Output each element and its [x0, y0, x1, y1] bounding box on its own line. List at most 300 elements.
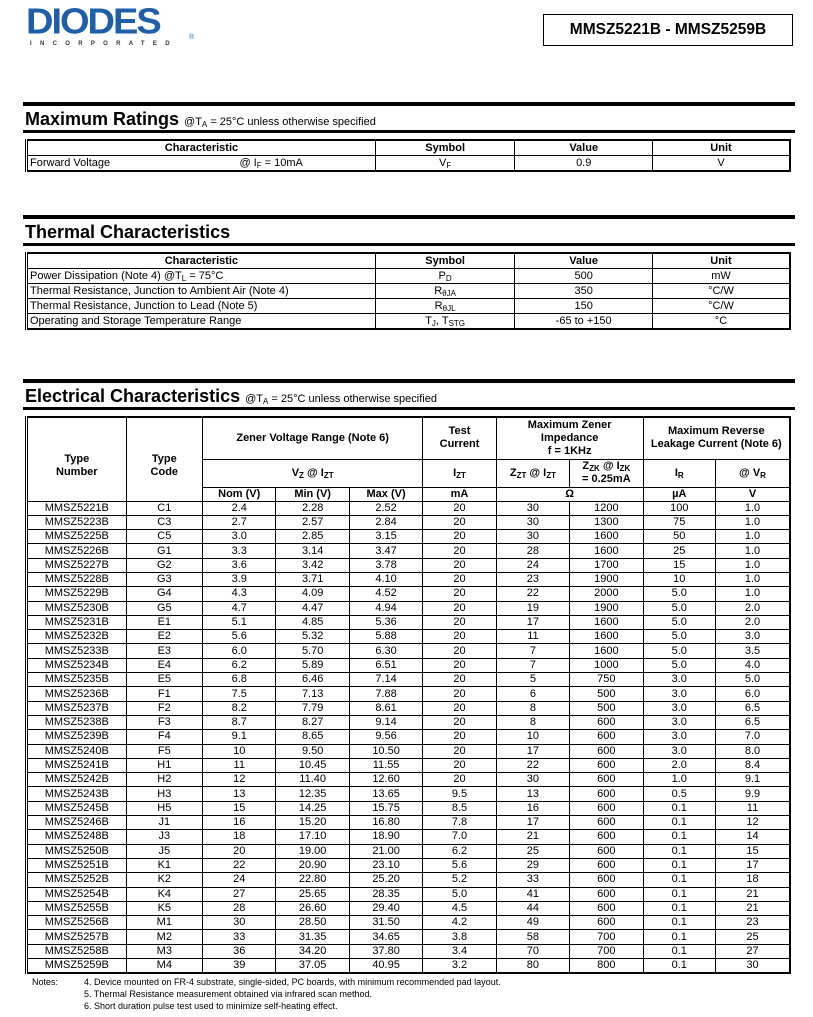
ir-cell: 5.0: [643, 601, 715, 615]
zzk-cell: 1600: [570, 530, 643, 544]
type-number-cell: MMSZ5241B: [27, 758, 127, 772]
table-header-row: [27, 253, 791, 269]
note-item: 4. Device mounted on FR-4 substrate, single-sided, PC boards, with minimum recommended pad layout.: [84, 977, 501, 987]
value-cell: 150: [515, 299, 653, 314]
izt-cell: 20: [423, 701, 496, 715]
vr-cell: 1.0: [715, 572, 790, 586]
vz-nom-cell: 3.9: [203, 572, 276, 586]
logo-subtitle: INCORPORATED: [30, 41, 178, 47]
zzk-cell: 1900: [570, 572, 643, 586]
ir-cell: 25: [643, 544, 715, 558]
vz-min-cell: 2.28: [276, 501, 349, 515]
type-code-cell: M4: [126, 959, 202, 974]
characteristic-cell: Power Dissipation (Note 4) $@T_L = 75^\circ C$: [27, 269, 376, 284]
vr-cell: 8.4: [715, 758, 790, 772]
zzk-cell: 1600: [570, 630, 643, 644]
vz-min-cell: 19.00: [276, 844, 349, 858]
type-code-cell: K5: [126, 901, 202, 915]
type-number-cell: MMSZ5252B: [27, 873, 127, 887]
vr-cell: 17: [715, 858, 790, 872]
type-code-cell: H1: [126, 758, 202, 772]
type-number-cell: MMSZ5240B: [27, 744, 127, 758]
zzk-cell: 600: [570, 758, 643, 772]
vz-min-cell: 2.85: [276, 530, 349, 544]
symbol-cell: $R_{\theta JA}$: [375, 284, 515, 299]
table-row: [27, 801, 791, 815]
vz-min-cell: 15.20: [276, 816, 349, 830]
vz-nom-cell: 3.3: [203, 544, 276, 558]
izt-cell: 3.8: [423, 930, 496, 944]
type-number-cell: MMSZ5248B: [27, 830, 127, 844]
type-code-cell: F5: [126, 744, 202, 758]
vr-cell: 5.0: [715, 673, 790, 687]
vr-cell: 3.5: [715, 644, 790, 658]
header-zener-voltage-range: Zener Voltage Range (Note 6): [203, 417, 423, 459]
ir-cell: 0.1: [643, 930, 715, 944]
vr-cell: 8.0: [715, 744, 790, 758]
type-number-cell: MMSZ5232B: [27, 630, 127, 644]
characteristic-cell: Thermal Resistance, Junction to Ambient Air (Note 4): [27, 284, 376, 299]
type-code-cell: H2: [126, 773, 202, 787]
table-row: [27, 644, 791, 658]
vr-cell: 1.0: [715, 530, 790, 544]
ir-cell: 0.1: [643, 901, 715, 915]
unit-cell: mW: [652, 269, 790, 284]
izt-cell: 4.5: [423, 901, 496, 915]
izt-cell: 20: [423, 515, 496, 529]
vz-max-cell: 6.51: [349, 658, 422, 672]
vr-cell: 27: [715, 944, 790, 958]
zzk-cell: 1200: [570, 501, 643, 515]
izt-cell: 20: [423, 715, 496, 729]
vz-max-cell: 40.95: [349, 959, 422, 974]
izt-cell: 20: [423, 773, 496, 787]
vr-cell: 6.0: [715, 687, 790, 701]
vz-min-cell: 8.65: [276, 730, 349, 744]
type-number-cell: MMSZ5221B: [27, 501, 127, 515]
section-heading: [23, 383, 795, 407]
vz-max-cell: 9.14: [349, 715, 422, 729]
vz-nom-cell: 8.7: [203, 715, 276, 729]
type-code-cell: M1: [126, 916, 202, 930]
column-header: Characteristic: [27, 140, 376, 156]
ir-cell: 75: [643, 515, 715, 529]
vz-max-cell: 34.65: [349, 930, 422, 944]
zzk-cell: 600: [570, 844, 643, 858]
zzt-cell: 11: [496, 630, 569, 644]
ir-cell: 0.1: [643, 944, 715, 958]
vz-min-cell: 3.71: [276, 572, 349, 586]
type-code-cell: E1: [126, 615, 202, 629]
vz-max-cell: 3.15: [349, 530, 422, 544]
izt-cell: 20: [423, 630, 496, 644]
vz-nom-cell: 18: [203, 830, 276, 844]
unit-cell: °C/W: [652, 299, 790, 314]
izt-cell: 20: [423, 572, 496, 586]
izt-cell: 20: [423, 758, 496, 772]
type-number-cell: MMSZ5242B: [27, 773, 127, 787]
type-number-cell: MMSZ5236B: [27, 687, 127, 701]
izt-cell: 20: [423, 687, 496, 701]
vz-max-cell: 21.00: [349, 844, 422, 858]
izt-cell: 20: [423, 673, 496, 687]
registered-icon: ®: [189, 34, 195, 41]
izt-cell: 20: [423, 658, 496, 672]
type-number-cell: MMSZ5245B: [27, 801, 127, 815]
type-number-cell: MMSZ5238B: [27, 715, 127, 729]
izt-cell: 5.2: [423, 873, 496, 887]
table-row: [27, 658, 791, 672]
vr-cell: 23: [715, 916, 790, 930]
vz-max-cell: 37.80: [349, 944, 422, 958]
vz-nom-cell: 16: [203, 816, 276, 830]
vz-nom-cell: 4.3: [203, 587, 276, 601]
table-row: [27, 314, 791, 330]
izt-cell: 7.8: [423, 816, 496, 830]
zzt-cell: 22: [496, 758, 569, 772]
column-header: Symbol: [375, 253, 515, 269]
type-number-cell: MMSZ5256B: [27, 916, 127, 930]
zzk-cell: 600: [570, 887, 643, 901]
column-header: Unit: [652, 253, 790, 269]
zzk-cell: 600: [570, 773, 643, 787]
type-number-cell: MMSZ5227B: [27, 558, 127, 572]
izt-cell: 20: [423, 501, 496, 515]
vz-min-cell: 3.42: [276, 558, 349, 572]
unit-nom: Nom (V): [203, 487, 276, 501]
vr-cell: 1.0: [715, 544, 790, 558]
izt-cell: 20: [423, 558, 496, 572]
ir-cell: 3.0: [643, 715, 715, 729]
zzk-cell: 600: [570, 715, 643, 729]
vz-min-cell: 10.45: [276, 758, 349, 772]
izt-cell: 20: [423, 587, 496, 601]
izt-cell: 20: [423, 730, 496, 744]
izt-cell: 5.6: [423, 858, 496, 872]
table-row: [27, 830, 791, 844]
unit-ma: mA: [423, 487, 496, 501]
vz-nom-cell: 6.8: [203, 673, 276, 687]
column-header: Value: [515, 253, 653, 269]
zzk-cell: 800: [570, 959, 643, 974]
vz-max-cell: 12.60: [349, 773, 422, 787]
vz-max-cell: 4.94: [349, 601, 422, 615]
zzk-cell: 600: [570, 787, 643, 801]
zzt-cell: 30: [496, 515, 569, 529]
zzt-cell: 13: [496, 787, 569, 801]
vz-min-cell: 3.14: [276, 544, 349, 558]
izt-cell: 20: [423, 530, 496, 544]
vz-nom-cell: 5.1: [203, 615, 276, 629]
izt-cell: 9.5: [423, 787, 496, 801]
vz-nom-cell: 28: [203, 901, 276, 915]
zzt-cell: 23: [496, 572, 569, 586]
ir-cell: 50: [643, 530, 715, 544]
vz-min-cell: 12.35: [276, 787, 349, 801]
type-number-cell: MMSZ5255B: [27, 901, 127, 915]
header-max-zener-impedance: Maximum Zener Impedance f = 1KHz: [496, 417, 643, 459]
zzk-cell: 1000: [570, 658, 643, 672]
zzk-cell: 600: [570, 873, 643, 887]
thermal-characteristics-section: [23, 215, 795, 330]
company-logo: [26, 2, 201, 47]
ir-cell: 3.0: [643, 701, 715, 715]
vr-cell: 21: [715, 901, 790, 915]
characteristic-cell: Forward Voltage @ $I_F = 10mA$: [27, 156, 376, 172]
vz-nom-cell: 6.2: [203, 658, 276, 672]
unit-min: Min (V): [276, 487, 349, 501]
vz-min-cell: 2.57: [276, 515, 349, 529]
vz-max-cell: 7.14: [349, 673, 422, 687]
vz-max-cell: 4.10: [349, 572, 422, 586]
ir-cell: 2.0: [643, 758, 715, 772]
zzt-cell: 70: [496, 944, 569, 958]
vz-nom-cell: 4.7: [203, 601, 276, 615]
zzt-cell: 41: [496, 887, 569, 901]
table-row: [27, 601, 791, 615]
zzk-cell: 600: [570, 744, 643, 758]
ir-cell: 0.5: [643, 787, 715, 801]
table-row: [27, 530, 791, 544]
value-cell: 0.9: [515, 156, 653, 172]
type-number-cell: MMSZ5246B: [27, 816, 127, 830]
zzk-cell: 700: [570, 930, 643, 944]
type-code-cell: E4: [126, 658, 202, 672]
table-row: [27, 501, 791, 515]
zzk-cell: 1600: [570, 615, 643, 629]
table-row: [27, 730, 791, 744]
vz-nom-cell: 15: [203, 801, 276, 815]
vz-min-cell: 5.70: [276, 644, 349, 658]
vr-cell: 2.0: [715, 615, 790, 629]
thermal-table: [25, 252, 791, 330]
table-row: [27, 916, 791, 930]
zzt-cell: 28: [496, 544, 569, 558]
vz-min-cell: 5.32: [276, 630, 349, 644]
header-type-code: Type Code: [126, 417, 202, 501]
table-row: [27, 959, 791, 974]
vz-max-cell: 28.35: [349, 887, 422, 901]
vr-cell: 3.0: [715, 630, 790, 644]
table-row: [27, 873, 791, 887]
type-code-cell: F1: [126, 687, 202, 701]
unit-cell: V: [652, 156, 790, 172]
izt-cell: 8.5: [423, 801, 496, 815]
type-code-cell: C1: [126, 501, 202, 515]
vr-cell: 11: [715, 801, 790, 815]
table-row: [27, 630, 791, 644]
type-number-cell: MMSZ5251B: [27, 858, 127, 872]
izt-cell: 5.0: [423, 887, 496, 901]
vz-max-cell: 5.36: [349, 615, 422, 629]
izt-cell: 20: [423, 644, 496, 658]
table-row: [27, 944, 791, 958]
izt-cell: 20: [423, 601, 496, 615]
ir-cell: 0.1: [643, 887, 715, 901]
vz-nom-cell: 13: [203, 787, 276, 801]
vz-max-cell: 3.78: [349, 558, 422, 572]
type-number-cell: MMSZ5223B: [27, 515, 127, 529]
ir-cell: 100: [643, 501, 715, 515]
vr-cell: 6.5: [715, 715, 790, 729]
note-item: 5. Thermal Resistance measurement obtained via infrared scan method.: [84, 989, 372, 999]
type-code-cell: E3: [126, 644, 202, 658]
zzt-cell: 19: [496, 601, 569, 615]
section-condition: $@T_A = 25^\circ C$ unless otherwise specified: [184, 116, 376, 129]
type-number-cell: MMSZ5257B: [27, 930, 127, 944]
vz-min-cell: 4.85: [276, 615, 349, 629]
electrical-table: [25, 416, 791, 974]
zzt-cell: 22: [496, 587, 569, 601]
vz-nom-cell: 8.2: [203, 701, 276, 715]
header-test-current: Test Current: [423, 417, 496, 459]
table-row: [27, 715, 791, 729]
vz-max-cell: 31.50: [349, 916, 422, 930]
type-code-cell: G5: [126, 601, 202, 615]
ir-cell: 15: [643, 558, 715, 572]
header-zzk: $Z_{ZK}$ @ $I_{ZK}$ = 0.25mA: [570, 459, 643, 487]
vz-nom-cell: 11: [203, 758, 276, 772]
table-row: [27, 299, 791, 314]
characteristic-cell: Operating and Storage Temperature Range: [27, 314, 376, 330]
header-vr: @ $V_R$: [715, 459, 790, 487]
vr-cell: 30: [715, 959, 790, 974]
type-code-cell: K4: [126, 887, 202, 901]
table-row: [27, 544, 791, 558]
izt-cell: 20: [423, 615, 496, 629]
zzk-cell: 600: [570, 830, 643, 844]
type-code-cell: E5: [126, 673, 202, 687]
section-title: Thermal Characteristics: [25, 222, 231, 242]
table-row: [27, 844, 791, 858]
type-number-cell: MMSZ5250B: [27, 844, 127, 858]
vz-max-cell: 9.56: [349, 730, 422, 744]
vr-cell: 14: [715, 830, 790, 844]
table-row: [27, 858, 791, 872]
table-row: [27, 673, 791, 687]
vr-cell: 9.9: [715, 787, 790, 801]
type-code-cell: F3: [126, 715, 202, 729]
type-code-cell: C5: [126, 530, 202, 544]
type-code-cell: H3: [126, 787, 202, 801]
zzk-cell: 1700: [570, 558, 643, 572]
vr-cell: 1.0: [715, 501, 790, 515]
ir-cell: 0.1: [643, 858, 715, 872]
table-row: [27, 930, 791, 944]
vz-max-cell: 6.30: [349, 644, 422, 658]
column-header: Symbol: [375, 140, 515, 156]
vz-min-cell: 11.40: [276, 773, 349, 787]
table-row: [27, 744, 791, 758]
zzk-cell: 500: [570, 701, 643, 715]
vz-max-cell: 13.65: [349, 787, 422, 801]
vr-cell: 1.0: [715, 587, 790, 601]
maximum-ratings-section: [23, 102, 795, 172]
zzt-cell: 10: [496, 730, 569, 744]
vz-max-cell: 23.10: [349, 858, 422, 872]
zzt-cell: 5: [496, 673, 569, 687]
zzk-cell: 600: [570, 801, 643, 815]
vz-max-cell: 18.90: [349, 830, 422, 844]
type-number-cell: MMSZ5239B: [27, 730, 127, 744]
vz-max-cell: 29.40: [349, 901, 422, 915]
type-number-cell: MMSZ5225B: [27, 530, 127, 544]
zzk-cell: 600: [570, 858, 643, 872]
zzt-cell: 44: [496, 901, 569, 915]
zzt-cell: 25: [496, 844, 569, 858]
unit-max: Max (V): [349, 487, 422, 501]
section-title: Electrical Characteristics: [25, 386, 241, 406]
zzt-cell: 24: [496, 558, 569, 572]
zzk-cell: 600: [570, 901, 643, 915]
vr-cell: 4.0: [715, 658, 790, 672]
ir-cell: 5.0: [643, 630, 715, 644]
section-condition: $@T_A = 25^\circ C$ unless otherwise specified: [245, 393, 437, 406]
ir-cell: 5.0: [643, 644, 715, 658]
header-ir: $I_R$: [643, 459, 715, 487]
section-rule: [23, 407, 795, 410]
column-header: Value: [515, 140, 653, 156]
vz-min-cell: 7.13: [276, 687, 349, 701]
ir-cell: 0.1: [643, 844, 715, 858]
ir-cell: 10: [643, 572, 715, 586]
type-number-cell: MMSZ5259B: [27, 959, 127, 974]
vr-cell: 2.0: [715, 601, 790, 615]
unit-cell: °C/W: [652, 284, 790, 299]
vz-nom-cell: 36: [203, 944, 276, 958]
vz-min-cell: 9.50: [276, 744, 349, 758]
ir-cell: 3.0: [643, 687, 715, 701]
izt-cell: 7.0: [423, 830, 496, 844]
table-row: [27, 615, 791, 629]
table-row: [27, 558, 791, 572]
type-code-cell: K2: [126, 873, 202, 887]
vz-min-cell: 6.46: [276, 673, 349, 687]
note-item: 6. Short duration pulse test used to minimize self-heating effect.: [84, 1001, 338, 1011]
type-number-cell: MMSZ5228B: [27, 572, 127, 586]
table-header-row: [27, 140, 791, 156]
section-title: Maximum Ratings: [25, 109, 180, 129]
izt-cell: 3.4: [423, 944, 496, 958]
vz-max-cell: 5.88: [349, 630, 422, 644]
vz-nom-cell: 7.5: [203, 687, 276, 701]
ir-cell: 0.1: [643, 816, 715, 830]
type-code-cell: E2: [126, 630, 202, 644]
izt-cell: 6.2: [423, 844, 496, 858]
type-number-cell: MMSZ5229B: [27, 587, 127, 601]
izt-cell: 20: [423, 544, 496, 558]
vz-min-cell: 4.47: [276, 601, 349, 615]
column-header: Characteristic: [27, 253, 376, 269]
vz-min-cell: 22.80: [276, 873, 349, 887]
table-row: [27, 773, 791, 787]
zzk-cell: 1600: [570, 644, 643, 658]
vz-min-cell: 4.09: [276, 587, 349, 601]
zzk-cell: 1300: [570, 515, 643, 529]
section-heading: [23, 106, 795, 130]
vz-max-cell: 8.61: [349, 701, 422, 715]
header-type-number: Type Number: [27, 417, 127, 501]
vr-cell: 6.5: [715, 701, 790, 715]
ir-cell: 3.0: [643, 673, 715, 687]
type-code-cell: M2: [126, 930, 202, 944]
zzk-cell: 600: [570, 916, 643, 930]
izt-cell: 3.2: [423, 959, 496, 974]
ir-cell: 5.0: [643, 615, 715, 629]
zzt-cell: 80: [496, 959, 569, 974]
zzt-cell: 8: [496, 715, 569, 729]
symbol-cell: $P_D$: [375, 269, 515, 284]
